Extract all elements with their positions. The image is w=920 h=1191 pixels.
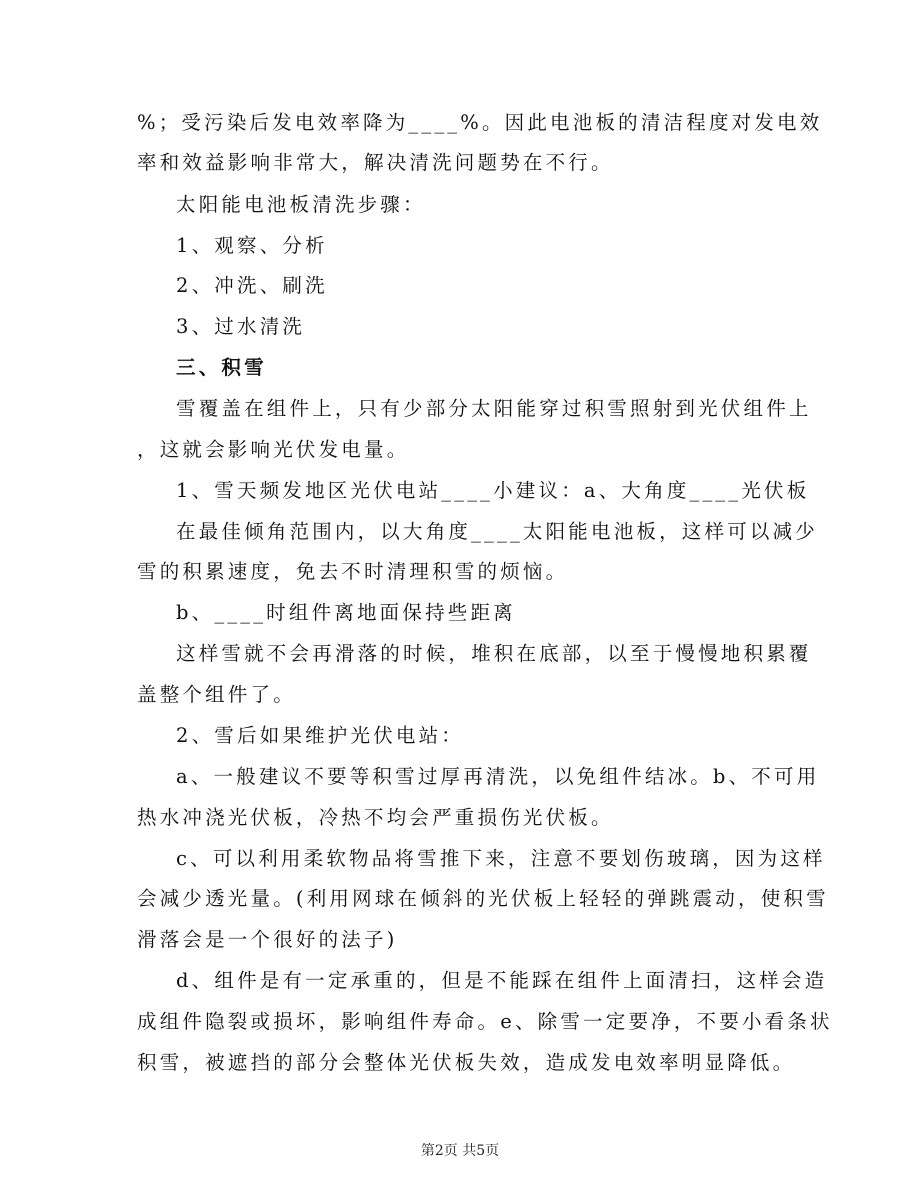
text-line: %；受污染后发电效率降为____%。因此电池板的清洁程度对发电效 <box>137 111 823 134</box>
text-line: 雪的积累速度，免去不时清理积雪的烦恼。 <box>137 560 569 583</box>
text-line: 太阳能电池板清洗步骤： <box>176 193 426 216</box>
text-line: 滑落会是一个很好的法子) <box>137 928 398 951</box>
text-line: d、组件是有一定承重的，但是不能踩在组件上面清扫，这样会造 <box>176 969 828 992</box>
text-line: b、____时组件离地面保持些距离 <box>176 601 516 624</box>
text-line: a、一般建议不要等积雪过厚再清洗，以免组件结冰。b、不可用 <box>176 765 820 788</box>
page-number-footer: 第2页 共5页 <box>420 1143 500 1159</box>
text-line: 率和效益影响非常大，解决清洗问题势在不行。 <box>137 151 614 174</box>
text-line: c、可以利用柔软物品将雪推下来，注意不要划伤玻璃，因为这样 <box>176 847 826 870</box>
list-item: 1、观察、分析 <box>176 234 328 257</box>
list-item: 2、冲洗、刷洗 <box>176 274 328 297</box>
text-line: 在最佳倾角范围内，以大角度____太阳能电池板，这样可以减少 <box>176 520 819 543</box>
text-line: 积雪，被遮挡的部分会整体光伏板失效，造成发电效率明显降低。 <box>137 1051 796 1074</box>
text-line: ，这就会影响光伏发电量。 <box>137 438 410 461</box>
text-line: 1、雪天频发地区光伏电站____小建议：a、大角度____光伏板 <box>176 479 810 502</box>
section-heading: 三、积雪 <box>176 356 267 379</box>
text-line: 2、雪后如果维护光伏电站： <box>176 724 465 747</box>
text-line: 会减少透光量。(利用网球在倾斜的光伏板上轻轻的弹跳震动，使积雪 <box>137 887 829 910</box>
text-line: 热水冲浇光伏板，冷热不均会严重损伤光伏板。 <box>137 806 614 829</box>
list-item: 3、过水清洗 <box>176 315 306 338</box>
text-line: 雪覆盖在组件上，只有少部分太阳能穿过积雪照射到光伏组件上 <box>176 397 812 420</box>
text-line: 成组件隐裂或损坏，影响组件寿命。e、除雪一定要净，不要小看条状 <box>137 1010 833 1033</box>
text-line: 这样雪就不会再滑落的时候，堆积在底部，以至于慢慢地积累覆 <box>176 642 812 665</box>
text-line: 盖整个组件了。 <box>137 683 296 706</box>
